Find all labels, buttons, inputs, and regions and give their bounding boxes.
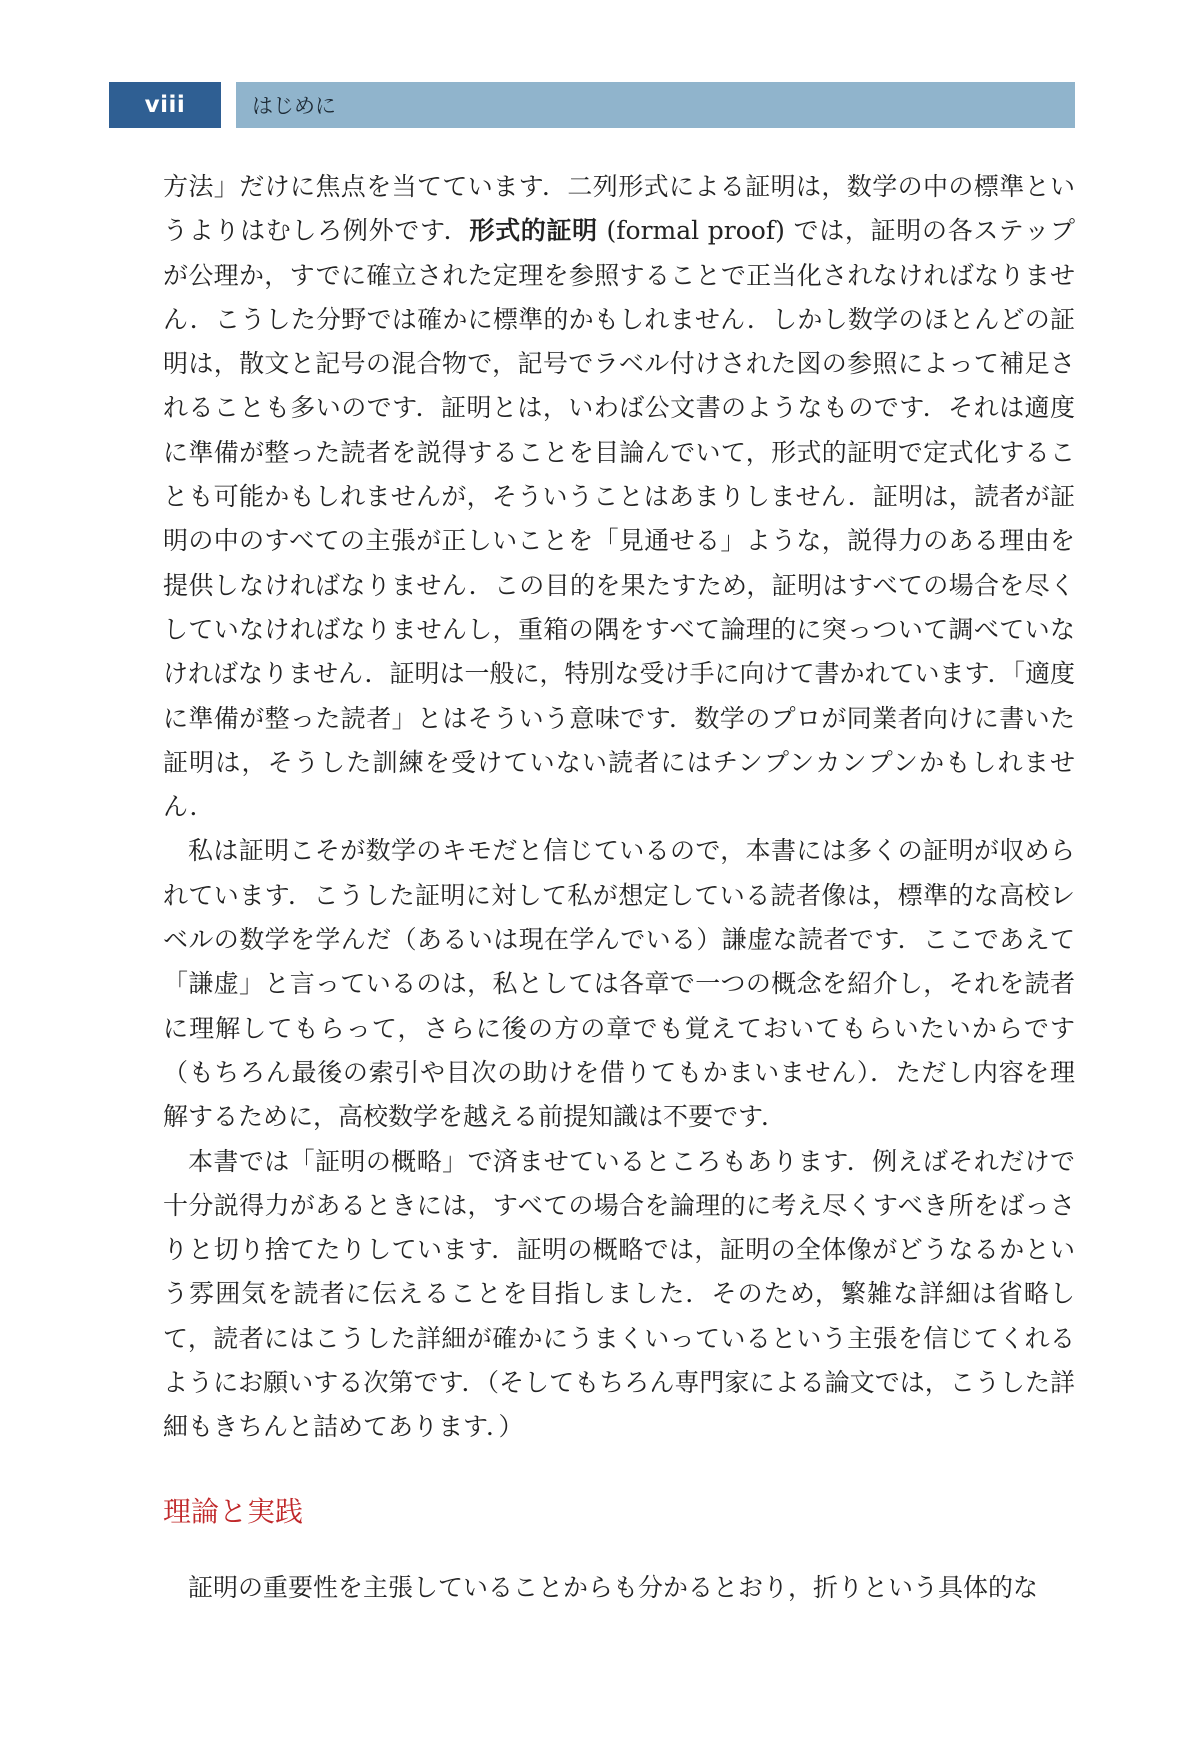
paragraph-1-start: 方法」だけに焦点を当てています．二列形式による証明は，数学の中の標準というよりはむしろ例外です． xyxy=(163,172,1075,246)
defined-term: 形式的証明 xyxy=(469,216,598,246)
paragraph-1 xyxy=(163,165,1075,829)
body-text xyxy=(163,165,1075,1450)
section-heading: 理論と実践 xyxy=(163,1495,304,1528)
paragraph-1-rest: (formal proof) では，証明の各ステップが公理か，すでに確立された定理を参照することで正当化されなければなりません．こうした分野では確かに標準的かもしれません．しかし数学のほとんどの証明は，散文と記号の混合物で，記号でラベル付けされた図の参照によって補足されることも多いのです．証明とは，いわば公文書のようなものです．それは適度に準備が整った読者を説得することを目論んでいて，形式的証明で定式化することも可能かもしれませんが，そういうことはあまりしません．証明は，読者が証明の中のすべての主張が正しいことを「見通せる」ような，説得力のある理由を提供しなければなりません．この目的を果たすため，証明はすべての場合を尽くしていなければなりませんし，重箱の隅をすべて論理的に突っついて調べていなければなりません．証明は一般に，特別な受け手に向けて書かれています．「適度に準備が整った読者」とはそういう意味です．数学のプロが同業者向けに書いた証明は，そうした訓練を受けていない読者にはチンプンカンプンかもしれません． xyxy=(163,216,1076,822)
page-number: viii xyxy=(109,82,221,128)
paragraph-2: 私は証明こそが数学のキモだと信じているので，本書には多くの証明が収められています．こうした証明に対して私が想定している読者像は，標準的な高校レベルの数学を学んだ（あるいは現在学んでいる）謙虚な読者です．ここであえて「謙虚」と言っているのは，私としては各章で一つの概念を紹介し，それを読者に理解してもらって，さらに後の方の章でも覚えておいてもらいたいからです（もちろん最後の索引や目次の助けを借りてもかまいません）．ただし内容を理解するために，高校数学を越える前提知識は不要です． xyxy=(163,836,1075,1132)
running-header-chapter-title: はじめに xyxy=(236,82,1075,128)
section-first-paragraph: 証明の重要性を主張していることからも分かるとおり，折りという具体的な xyxy=(188,1573,1039,1602)
paragraph-3: 本書では「証明の概略」で済ませているところもあります．例えばそれだけで十分説得力があるときには，すべての場合を論理的に考え尽くすべき所をばっさりと切り捨てたりしています．証明の概略では，証明の全体像がどうなるかという雰囲気を読者に伝えることを目指しました．そのため，繁雑な詳細は省略して，読者にはこうした詳細が確かにうまくいっているという主張を信じてくれるようにお願いする次第です．（そしてもちろん専門家による論文では，こうした詳細もきちんと詰めてあります．） xyxy=(163,1146,1075,1442)
